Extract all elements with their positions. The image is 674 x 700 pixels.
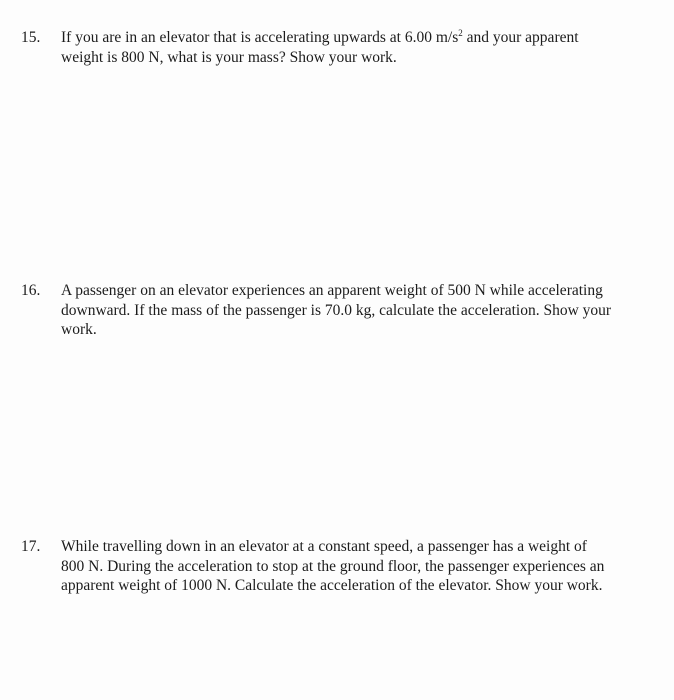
question-line: weight is 800 N, what is your mass? Show your work.	[61, 48, 397, 66]
question-text	[61, 281, 661, 340]
question-text	[61, 537, 661, 596]
question-number: 16.	[21, 282, 41, 299]
question-line: While travelling down in an elevator at a constant speed, a passenger has a weight of	[61, 538, 587, 555]
question-number: 17.	[21, 538, 41, 555]
superscript: 2	[458, 28, 463, 38]
question-text	[61, 28, 661, 67]
question-line: 800 N. During the acceleration to stop at the ground floor, the passenger experiences an	[61, 557, 605, 575]
question-line: work.	[61, 321, 97, 338]
question-line-text: If you are in an elevator that is accelerating upwards at 6.00 m/s	[61, 29, 459, 46]
question-line: A passenger on an elevator experiences an apparent weight of 500 N while accelerating	[61, 282, 603, 299]
question-number: 15.	[21, 29, 41, 46]
question-line: downward. If the mass of the passenger is 70.0 kg, calculate the acceleration. Show your	[61, 301, 612, 319]
question-line	[61, 28, 661, 48]
question-line-tail: and your apparent	[462, 29, 579, 46]
question-line: apparent weight of 1000 N. Calculate the acceleration of the elevator. Show your work.	[61, 577, 603, 594]
